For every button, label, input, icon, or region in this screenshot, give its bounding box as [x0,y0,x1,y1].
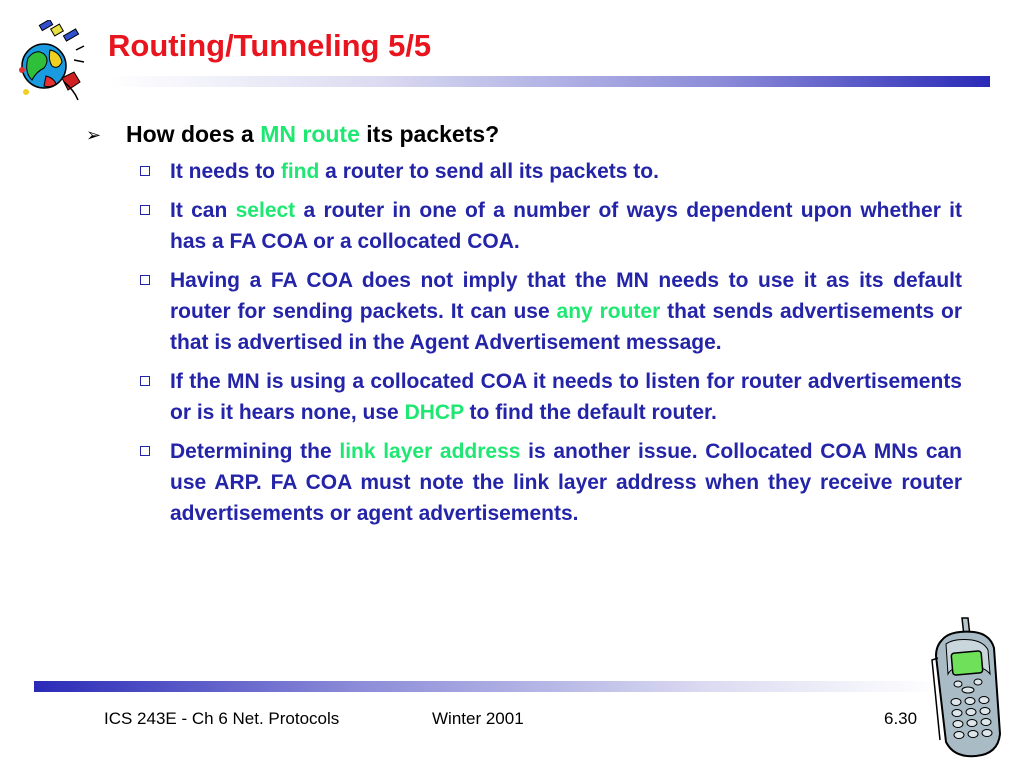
sub-bullet-highlight: DHCP [404,401,464,424]
sub-bullet-highlight: select [235,199,296,222]
sub-bullet-text-before: Determining the [170,440,340,463]
sub-bullet [170,436,962,529]
footer-term: Winter 2001 [432,709,524,728]
sub-bullet-highlight: any router [556,300,661,323]
square-bullet-icon [140,446,150,456]
square-bullet-icon [140,275,150,285]
sub-bullet-text-after: to find the default router. [463,401,717,424]
square-bullet-icon [140,166,150,176]
sub-bullet [170,366,962,428]
title-divider-bar [108,76,990,87]
globe-satellite-icon [14,20,86,104]
sub-bullet-text-before: If the MN is using a collocated COA it needs to listen for router advertisements or is it hears none, use [170,370,962,424]
square-bullet-icon [140,205,150,215]
mobile-phone-icon [924,614,1010,762]
footer-page-number: 6.30 [884,709,918,728]
footer-divider-bar [34,681,940,692]
main-bullet-highlight: MN route [260,121,360,147]
sub-bullet-highlight: find [280,160,320,183]
sub-bullet-text-after: a router to send all its packets to. [319,160,659,183]
footer-course: ICS 243E - Ch 6 Net. Protocols [104,709,340,728]
main-bullet-text-after: its packets? [359,121,500,147]
arrow-bullet-icon: ➢ [86,125,102,145]
sub-bullet-text-after: is another issue. Collocated COA MNs can use ARP. FA COA must note the link layer address when they receive router advertisements or agent advertisements. [170,440,963,525]
main-bullet [86,118,966,150]
sub-bullet-highlight: link layer address [339,440,521,463]
sub-bullet [170,156,962,187]
sub-bullet [170,195,962,257]
square-bullet-icon [140,376,150,386]
sub-bullet-text-before: It can [170,199,236,222]
slide-content [86,118,966,537]
sub-bullet [170,265,962,358]
main-bullet-text-before: How does a [126,121,261,147]
sub-bullet-text-after: a router in one of a number of ways dependent upon whether it has a FA COA or a collocated COA. [170,199,962,253]
sub-bullet-text-before: Having a FA COA does not imply that the MN needs to use it as its default router for sending packets. It can use [170,269,962,323]
sub-bullet-text-after: that sends advertisements or that is advertised in the Agent Advertisement message. [170,300,962,354]
sub-bullet-text-before: It needs to [170,160,281,183]
slide-title: Routing/Tunneling 5/5 [108,28,432,63]
